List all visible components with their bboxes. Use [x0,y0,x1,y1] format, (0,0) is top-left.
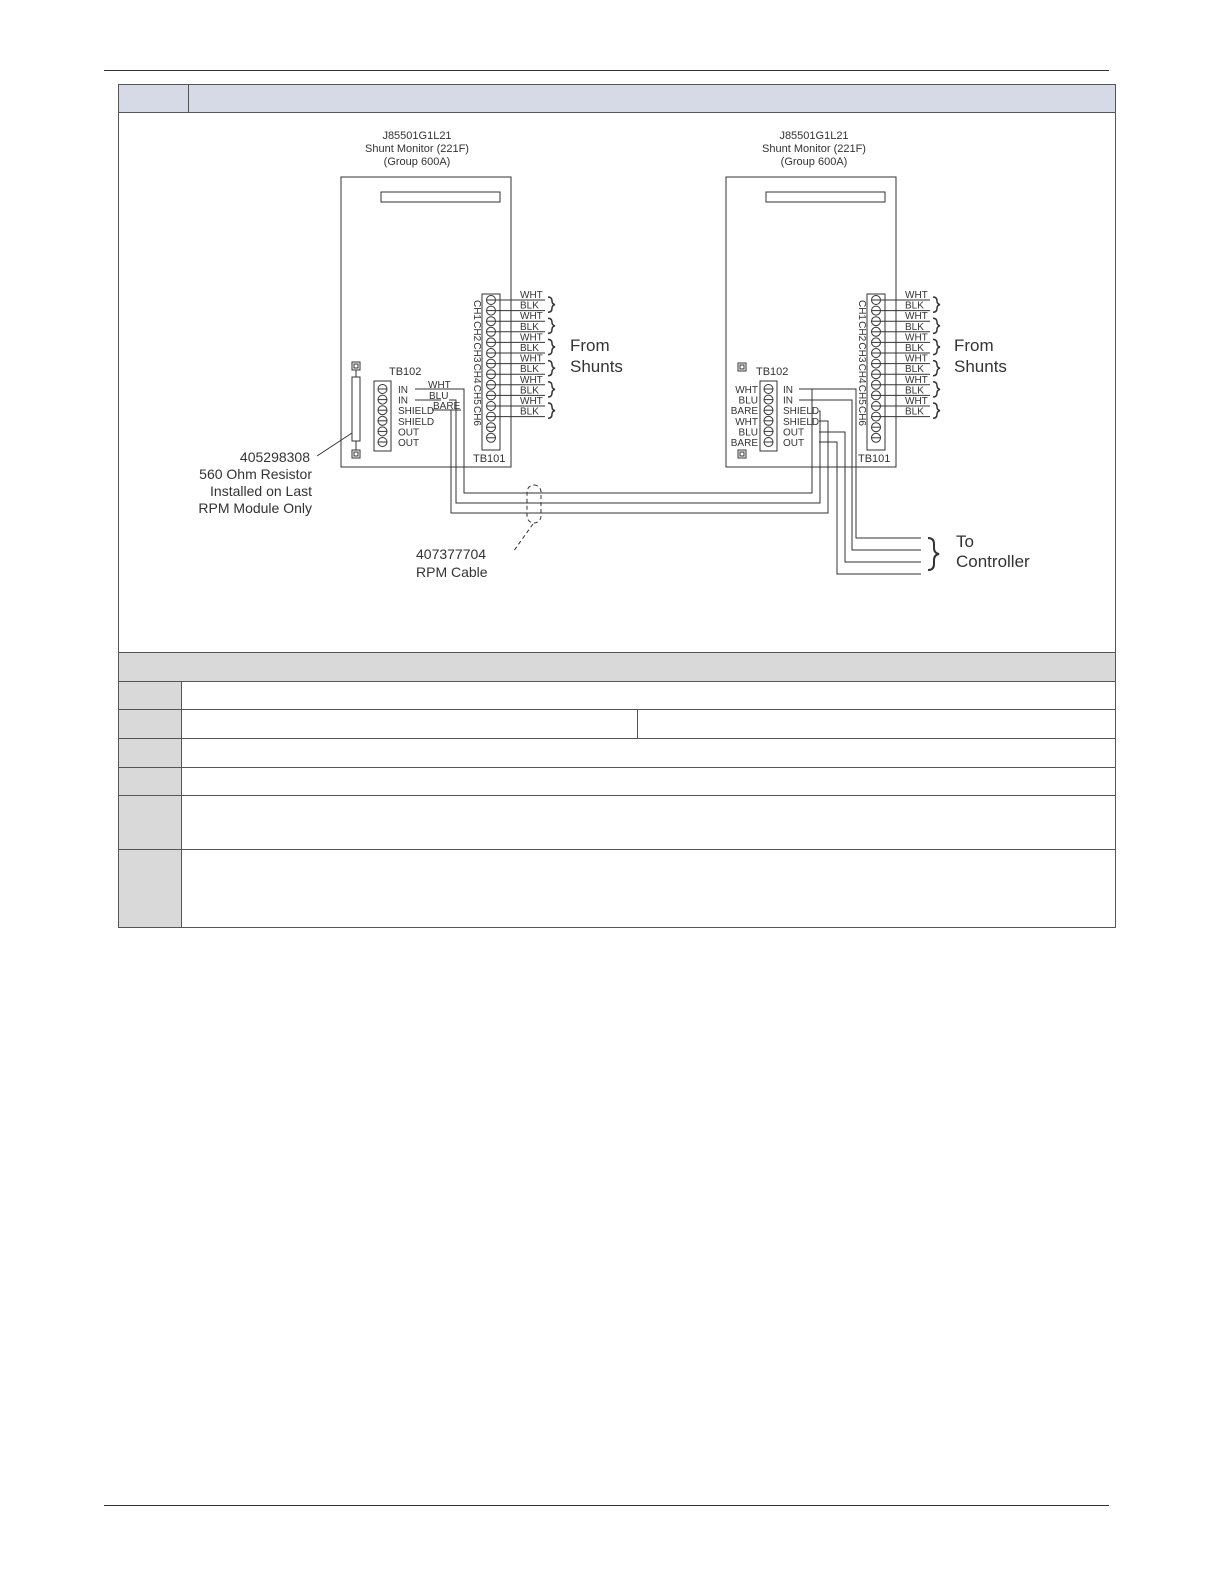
shunt-wire-label: WHT [520,353,543,365]
shunt-wire-label: BLK [905,321,924,333]
left-tb101-block [482,294,500,450]
shunt-wire-label: WHT [905,353,928,365]
tb102-pin-label: OUT [783,438,805,449]
table-row [119,738,1115,767]
channel-label: CH5 [471,384,482,405]
right-module-part-number: J85501G1L21 [779,130,849,142]
shunt-wire-label: WHT [520,290,543,301]
left-module-slot [381,192,500,202]
left-module-group: (Group 600A) [383,156,451,168]
right-from-shunts-line2: Shunts [954,357,1007,376]
right-module-group: (Group 600A) [780,156,848,168]
channel-label: CH3 [856,342,867,363]
rpm-cable-wire-3 [451,410,828,513]
channel-label: CH2 [856,321,867,342]
pair-brace [933,403,940,418]
right-module [726,130,1007,467]
tb102-pin-label: OUT [398,438,420,449]
header-rule [104,70,1109,71]
pair-brace [933,339,940,354]
channel-label: CH3 [471,342,482,363]
channel-label: CH1 [856,299,867,321]
left-tb101-screws [487,296,496,443]
table-row [119,849,1115,927]
channel-label: CH2 [471,321,482,342]
left-tb102-label: TB102 [389,366,422,378]
right-tb102-screws [764,385,773,447]
table-separator-row [119,652,1115,681]
left-from-shunts-line1: From [570,336,610,355]
shunt-wire-label: WHT [905,374,928,386]
channel-label: CH1 [471,299,482,321]
to-controller-line2: Controller [956,552,1030,571]
right-tb101-block [867,294,885,450]
left-tb101-label: TB101 [473,453,506,465]
left-wire-bare: BARE [433,401,461,412]
pair-brace [548,297,555,312]
channel-label: CH5 [856,384,867,405]
left-wire-wht: WHT [428,380,451,391]
left-resistor-terminal-bottom [352,450,360,458]
controller-brace [928,538,939,570]
pair-brace [933,318,940,333]
tb102-pin-label: SHIELD [783,416,820,428]
left-shunt-wires [496,290,555,418]
channel-label: CH4 [856,363,867,384]
right-module-name: Shunt Monitor (221F) [762,143,866,155]
shunt-wire-label: WHT [905,396,928,407]
right-module-slot [766,192,885,202]
shunt-wire-label: BLK [520,343,539,354]
shunt-wire-label: BLK [905,406,924,418]
left-from-shunts-line2: Shunts [570,357,623,376]
table-row [119,767,1115,795]
left-channel-labels [471,300,482,426]
tb102-wire-label: WHT [735,385,758,396]
tb102-pin-label: IN [783,385,793,396]
tb102-pin-label: OUT [783,427,805,439]
tb102-wire-label: WHT [735,416,758,428]
rpm-cable-wire-1 [441,389,819,493]
right-tb102-wire-labels [731,385,759,449]
footer-rule [104,1505,1109,1506]
rpm-cable-bundle-marker [527,485,541,523]
right-shunt-wires [881,290,940,418]
channel-label: CH6 [856,405,867,427]
resistor-note-line2: RPM Module Only [198,500,312,516]
shunt-wire-label: WHT [905,311,928,323]
wiring-diagram [119,113,1115,652]
to-controller-line1: To [956,532,974,551]
tb102-pin-label: IN [783,395,793,407]
shunt-wire-label: BLK [520,385,539,397]
channel-label: CH4 [471,363,482,384]
tb102-pin-label: IN [398,385,408,396]
right-channel-labels [856,300,867,426]
pair-brace [548,318,555,333]
right-tb101-label: TB101 [858,453,891,465]
resistor-note-line1: Installed on Last [210,483,312,499]
tb102-wire-label: BARE [730,406,758,418]
left-resistor-body [352,377,360,441]
shunt-wire-label: BLK [520,364,539,376]
shunt-wire-label: BLK [905,364,924,376]
shunt-wire-label: WHT [520,396,543,407]
shunt-wire-label: BLK [520,321,539,333]
tb102-pin-label: OUT [398,427,420,439]
pair-brace [548,339,555,354]
shunt-wire-label: BLK [520,300,539,312]
table-header-label-cell [119,85,189,113]
pair-brace [548,361,555,376]
left-module-name: Shunt Monitor (221F) [365,143,469,155]
right-tb101-screws [872,296,881,443]
tb102-pin-label: SHIELD [783,406,820,418]
figure-table [118,84,1116,928]
right-mount-terminal-bottom [738,450,746,458]
left-module-part-number: J85501G1L21 [382,130,452,142]
table-row [119,709,1115,738]
table-row [119,681,1115,709]
shunt-wire-label: BLK [520,406,539,418]
shunt-wire-label: BLK [905,300,924,312]
resistor-spec: 560 Ohm Resistor [199,466,312,482]
controller-wire-3 [819,432,921,562]
shunt-wire-label: BLK [905,385,924,397]
tb102-pin-label: IN [398,395,408,407]
right-mount-terminal-top [738,363,746,371]
shunt-wire-label: WHT [905,290,928,301]
pair-brace [548,403,555,418]
resistor-leader-line [317,433,352,456]
right-tb102-label: TB102 [756,366,789,378]
pair-brace [933,361,940,376]
shunt-wire-label: WHT [520,332,543,344]
pair-brace [548,382,555,397]
table-header-title-cell [189,85,1115,113]
table-row [119,795,1115,849]
right-from-shunts-line1: From [954,336,994,355]
tb102-pin-label: SHIELD [398,406,435,418]
tb102-wire-label: BARE [730,438,758,449]
left-module [198,130,623,516]
resistor-part-number: 405298308 [239,449,310,465]
pair-brace [933,297,940,312]
tb102-wire-label: BLU [738,395,758,407]
left-tb102-screws [378,385,387,447]
left-resistor-terminal-top [352,362,360,370]
shunt-wire-label: WHT [520,374,543,386]
rpm-cable-label: RPM Cable [416,564,488,580]
right-tb102-pin-labels [783,385,819,449]
tb102-wire-label: BLU [738,427,758,439]
left-wire-blu: BLU [429,391,449,402]
shunt-wire-label: BLK [905,343,924,354]
shunt-wire-label: WHT [905,332,928,344]
channel-label: CH6 [471,405,482,427]
pair-brace [933,382,940,397]
shunt-wire-label: WHT [520,311,543,323]
tb102-pin-label: SHIELD [398,416,435,428]
rpm-cable-part-number: 407377704 [416,546,487,562]
rpm-cable-leader [513,524,533,552]
